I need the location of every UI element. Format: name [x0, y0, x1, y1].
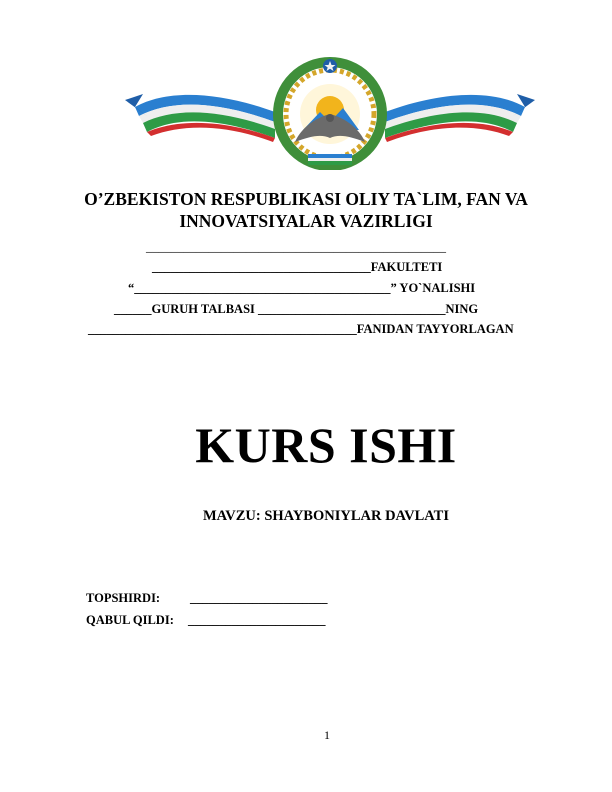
submitted-blank: ______________________	[190, 591, 328, 605]
faculty-line: ___________________________________FAKULTETI	[152, 260, 443, 274]
direction-line: “_________________________________________” YO`NALISHI	[128, 281, 476, 295]
group-line: ______GURUH TALBASI ______________________________NING	[114, 302, 479, 316]
emblem-banner	[308, 154, 352, 165]
emblem-star	[323, 59, 337, 73]
blank-line: ________________________________________________	[146, 240, 446, 254]
state-emblem	[125, 52, 535, 170]
submitted-label: TOPSHIRDI:	[86, 591, 161, 605]
left-ribbon	[125, 94, 275, 142]
accepted-blank: ______________________	[188, 613, 326, 627]
page-number: 1	[324, 728, 330, 742]
right-ribbon	[385, 94, 535, 142]
subject-line: ___________________________________________FANIDAN TAYYORLAGAN	[88, 322, 514, 336]
accepted-label: QABUL QILDI:	[86, 613, 174, 627]
ministry-line-2: INNOVATSIYALAR VAZIRLIGI	[179, 211, 433, 231]
document-title: KURS ISHI	[195, 417, 457, 473]
ministry-line-1: O’ZBEKISTON RESPUBLIKASI OLIY TA`LIM, FAN VA	[84, 189, 528, 209]
topic-line: MAVZU: SHAYBONIYLAR DAVLATI	[202, 508, 449, 524]
